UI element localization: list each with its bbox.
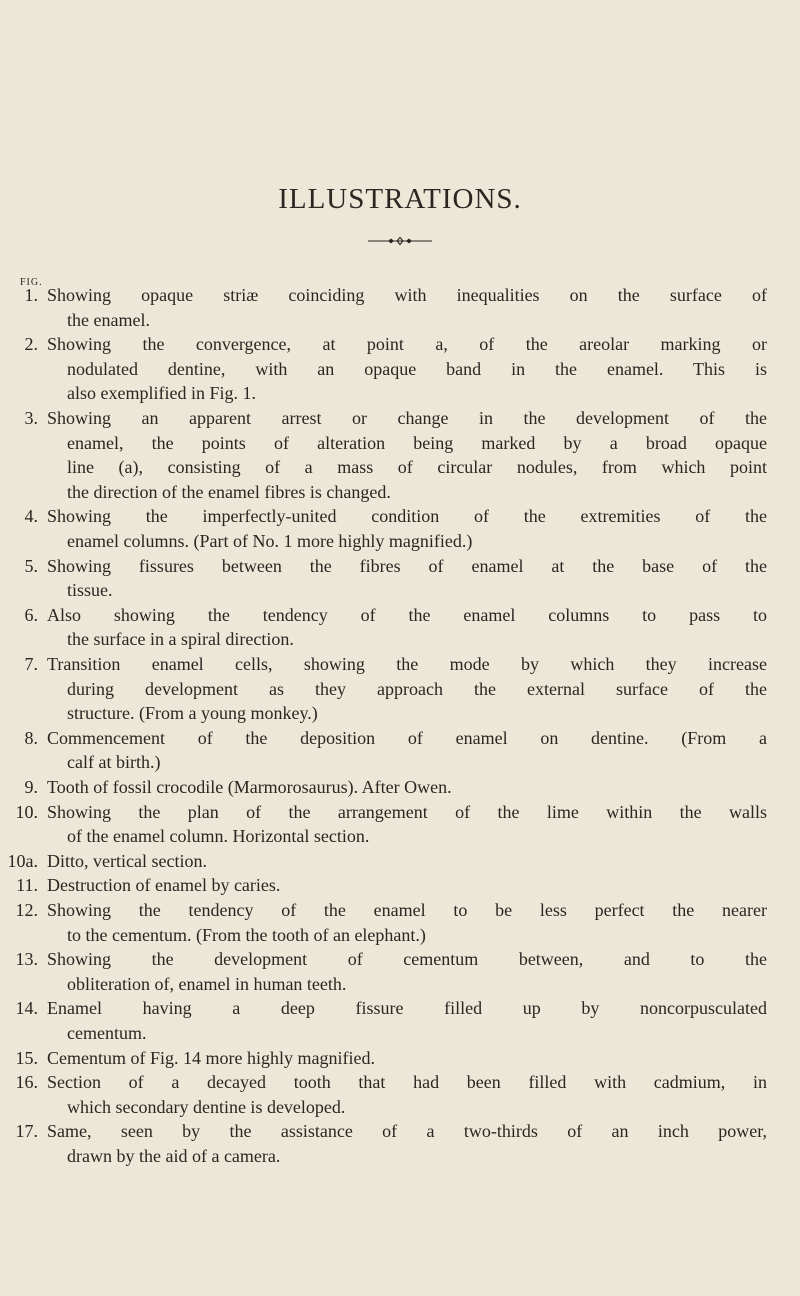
description-line: Commencement of the deposition of enamel on dentine. (From a (47, 727, 767, 748)
description-line: Showing the imperfectly-united condition of the extremities of the (47, 506, 767, 527)
figure-number: 17. (15, 1121, 38, 1142)
figure-description (47, 652, 767, 726)
description-line: Showing fissures between the fibres of enamel at the base of the (47, 555, 767, 576)
figure-description (47, 726, 767, 775)
description-line: the direction of the enamel fibres is changed. (67, 481, 391, 502)
figure-description (47, 775, 767, 800)
figure-description (47, 849, 767, 874)
figure-description (47, 406, 767, 504)
figure-description (47, 1046, 767, 1071)
figure-description (47, 996, 767, 1045)
description-line: Ditto, vertical section. (47, 850, 207, 871)
figure-description (47, 1070, 767, 1119)
description-line: drawn by the aid of a camera. (67, 1145, 281, 1166)
figure-description (47, 898, 767, 947)
description-line: enamel columns. (Part of No. 1 more highly magnified.) (67, 530, 473, 551)
description-line: Also showing the tendency of the enamel columns to pass to (47, 604, 767, 625)
figure-number: 14. (15, 998, 38, 1019)
description-line: Section of a decayed tooth that had been filled with cadmium, in (47, 1072, 767, 1093)
fig-column-label: FIG. (20, 277, 43, 288)
figure-number: 1. (24, 285, 38, 305)
description-line: tissue. (67, 580, 113, 601)
description-line: Showing opaque striæ coinciding with inequalities on the surface of (47, 285, 767, 305)
description-line: line (a), consisting of a mass of circular nodules, from which point (67, 457, 767, 478)
description-line: enamel, the points of alteration being marked by a broad opaque (67, 432, 767, 453)
figure-number: 3. (24, 408, 38, 428)
figure-number: 12. (15, 900, 38, 920)
description-line: Showing the development of cementum between, and to the (47, 949, 767, 970)
description-line: the surface in a spiral direction. (67, 629, 294, 650)
description-line: structure. (From a young monkey.) (67, 703, 318, 724)
figure-number: 4. (24, 506, 38, 527)
description-line: Cementum of Fig. 14 more highly magnified. (47, 1047, 375, 1068)
description-line: also exemplified in Fig. 1. (67, 383, 256, 404)
figure-number: 10a. (7, 850, 38, 871)
figure-number: 10. (15, 801, 38, 822)
description-line: calf at birth.) (67, 752, 161, 773)
figure-number: 16. (15, 1072, 38, 1093)
description-line: nodulated dentine, with an opaque band in the enamel. This is (67, 358, 767, 379)
description-line: which secondary dentine is developed. (67, 1096, 346, 1117)
description-line: of the enamel column. Horizontal section. (67, 826, 370, 847)
description-line: Destruction of enamel by caries. (47, 875, 281, 896)
description-line: the enamel. (67, 309, 150, 330)
description-line: Showing an apparent arrest or change in the development of the (47, 408, 767, 428)
description-line: during development as they approach the external surface of the (67, 678, 767, 699)
description-line: Enamel having a deep fissure filled up by noncorpusculated (47, 998, 767, 1019)
figure-number: 6. (24, 604, 38, 625)
figure-number: 8. (24, 727, 38, 748)
description-line: Showing the plan of the arrangement of the lime within the walls (47, 801, 767, 822)
figure-description (47, 603, 767, 652)
figure-number: 7. (24, 654, 38, 674)
figure-description (47, 873, 767, 898)
figure-description (47, 1119, 767, 1168)
description-line: to the cementum. (From the tooth of an elephant.) (67, 924, 426, 945)
ornament-divider (368, 236, 432, 246)
figure-description (47, 947, 767, 996)
figure-description (47, 800, 767, 849)
description-line: Transition enamel cells, showing the mode by which they increase (47, 654, 767, 674)
figure-description (47, 554, 767, 603)
figure-number: 2. (24, 334, 38, 355)
description-line: Same, seen by the assistance of a two-thirds of an inch power, (47, 1121, 767, 1142)
figure-number: 9. (24, 777, 38, 797)
figure-description (47, 504, 767, 553)
figure-description (47, 283, 767, 332)
figure-description (47, 332, 767, 406)
figure-number: 15. (15, 1047, 38, 1068)
description-line: Showing the tendency of the enamel to be less perfect the nearer (47, 900, 767, 920)
figure-number: 5. (24, 555, 38, 576)
page-title: ILLUSTRATIONS. (278, 183, 522, 215)
description-line: cementum. (67, 1022, 147, 1043)
description-line: Tooth of fossil crocodile (Marmorosaurus). After Owen. (47, 777, 452, 797)
description-line: Showing the convergence, at point a, of the areolar marking or (47, 334, 767, 355)
figure-number: 13. (15, 949, 38, 970)
description-line: obliteration of, enamel in human teeth. (67, 973, 347, 994)
figure-number: 11. (16, 875, 38, 896)
